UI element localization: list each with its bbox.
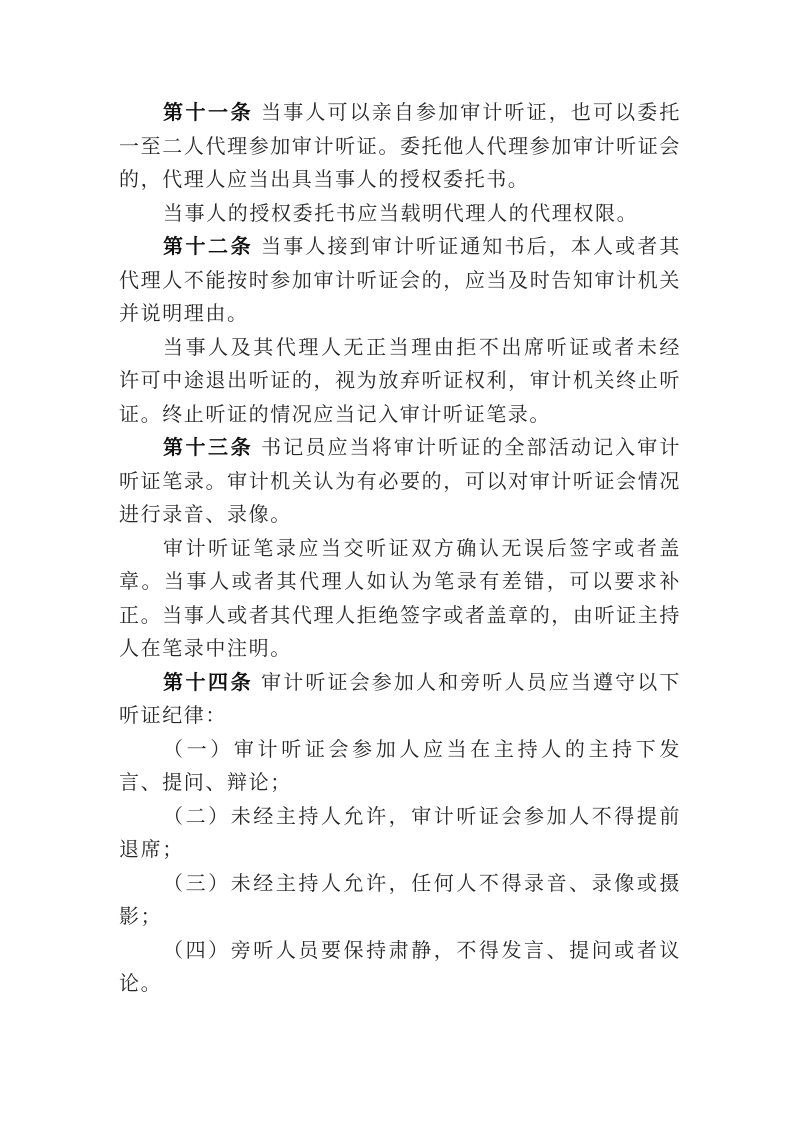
paragraph [119, 197, 681, 231]
article-number: 第十三条 [163, 435, 254, 459]
paragraph-article-14 [119, 666, 681, 733]
paragraph [119, 331, 681, 432]
paragraph-text: 书记员应当将审计听证的全部活动记入审计听证笔录。审计机关认为有必要的，可以对审计听证会情况进行录音、录像。 [119, 435, 681, 526]
paragraph-text: 当事人可以亲自参加审计听证，也可以委托一至二人代理参加审计听证。委托他人代理参加审计听证会的，代理人应当出具当事人的授权委托书。 [119, 100, 681, 191]
document-body [119, 96, 681, 1001]
article-number: 第十一条 [163, 100, 254, 124]
paragraph-article-11 [119, 96, 681, 197]
list-item [119, 867, 681, 934]
paragraph-text: 审计听证笔录应当交听证双方确认无误后签字或者盖章。当事人或者其代理人如认为笔录有差错，可以要求补正。当事人或者其代理人拒绝签字或者盖章的，由听证主持人在笔录中注明。 [119, 535, 681, 660]
list-item [119, 800, 681, 867]
paragraph-article-13 [119, 431, 681, 532]
article-number: 第十四条 [163, 669, 254, 694]
paragraph-text: 审计听证会参加人和旁听人员应当遵守以下听证纪律： [119, 669, 681, 727]
list-item-text: （四）旁听人员要保持肃静，不得发言、提问或者议论。 [119, 937, 681, 995]
list-item [119, 733, 681, 800]
list-item-text: （二）未经主持人允许，审计听证会参加人不得提前退席； [119, 803, 681, 861]
paragraph-article-12 [119, 230, 681, 331]
paragraph [119, 532, 681, 666]
list-item-text: （三）未经主持人允许，任何人不得录音、录像或摄影； [119, 870, 681, 928]
paragraph-text: 当事人的授权委托书应当载明代理人的代理权限。 [163, 200, 639, 225]
article-number: 第十二条 [163, 234, 254, 258]
list-item [119, 934, 681, 1001]
list-item-text: （一）审计听证会参加人应当在主持人的主持下发言、提问、辩论； [119, 736, 681, 794]
paragraph-text: 当事人及其代理人无正当理由拒不出席听证或者未经许可中途退出听证的，视为放弃听证权利，审计机关终止听证。终止听证的情况应当记入审计听证笔录。 [119, 334, 681, 426]
paragraph-text: 当事人接到审计听证通知书后，本人或者其代理人不能按时参加审计听证会的，应当及时告知审计机关并说明理由。 [119, 234, 681, 325]
